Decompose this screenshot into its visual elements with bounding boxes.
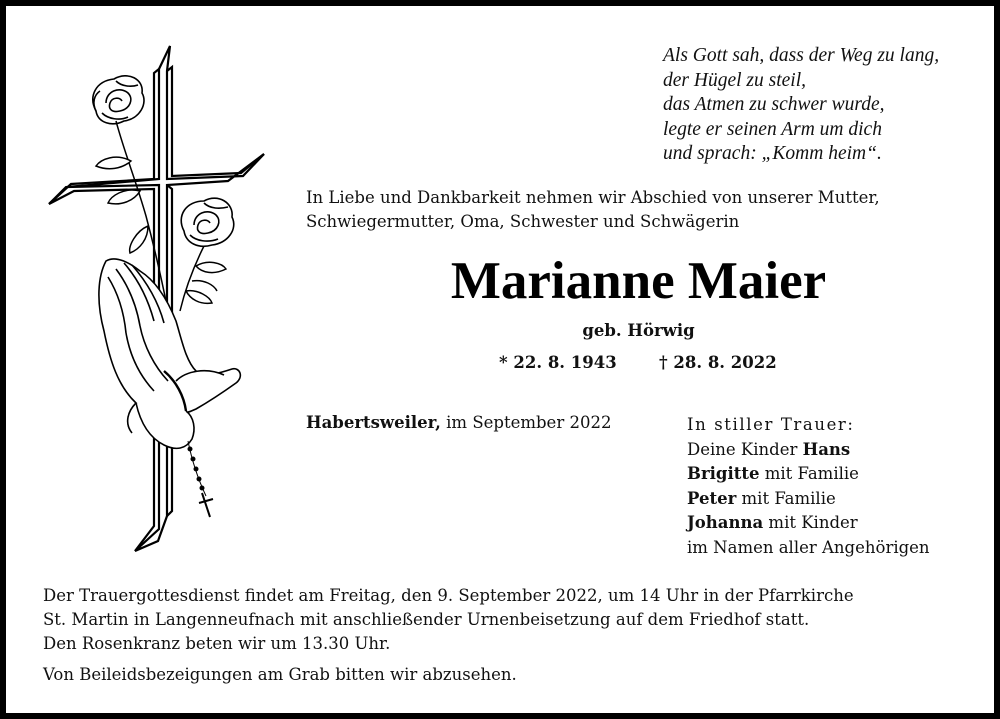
birth-date: * 22. 8. 1943 — [499, 353, 617, 372]
mourner-prefix: Deine Kinder — [687, 439, 803, 459]
birth-name: geb. Hörwig — [582, 321, 695, 340]
mourners-heading: In stiller Trauer: — [687, 415, 855, 434]
poem-line: der Hügel zu steil, — [663, 69, 806, 91]
service-line: Der Trauergottesdienst findet am Freitag, den 9. September 2022, um 14 Uhr in der Pfarrkirche — [43, 586, 854, 605]
mourner-name: Brigitte — [687, 464, 760, 483]
intro-text — [306, 186, 986, 234]
rose-icon — [93, 76, 144, 124]
mourner-name: Hans — [802, 439, 851, 459]
poem-line: das Atmen zu schwer wurde, — [663, 94, 885, 115]
poem-line: und sprach: „Komm heim“. — [663, 143, 882, 164]
poem-line: Als Gott sah, dass der Weg zu lang, — [663, 45, 940, 66]
intro-line: Schwiegermutter, Oma, Schwester und Schwägerin — [306, 212, 740, 231]
service-line: Den Rosenkranz beten wir um 13.30 Uhr. — [43, 634, 391, 653]
deceased-name: Marianne Maier — [450, 252, 827, 310]
mourner-line: im Namen aller Angehörigen — [687, 537, 930, 557]
mourner-line — [687, 487, 987, 512]
service-line: Von Beileidsbezeigungen am Grab bitten wir abzusehen. — [43, 665, 517, 684]
mourner-suffix: mit Kinder — [763, 513, 858, 532]
mourners-block — [687, 413, 987, 560]
mourner-line — [687, 511, 987, 536]
death-date: † 28. 8. 2022 — [659, 353, 777, 372]
rose-icon — [181, 198, 234, 246]
mourner-suffix: mit Familie — [759, 464, 859, 483]
place-date — [306, 412, 611, 434]
mourner-line — [687, 462, 987, 487]
place-name: Habertsweiler, — [306, 413, 441, 432]
mourner-name: Johanna — [687, 513, 764, 532]
service-info — [43, 584, 983, 687]
rosary-icon — [188, 441, 213, 517]
cross-roses-praying-hands-illustration — [36, 41, 271, 561]
poem — [663, 44, 993, 167]
mourner-name: Peter — [687, 488, 737, 508]
praying-hands-icon — [99, 259, 240, 448]
mourner-line — [687, 438, 987, 463]
intro-line: In Liebe und Dankbarkeit nehmen wir Abschied von unserer Mutter, — [306, 188, 880, 207]
service-line: St. Martin in Langenneufnach mit anschließender Urnenbeisetzung auf dem Friedhof statt. — [43, 610, 810, 629]
mourner-suffix: mit Familie — [736, 488, 836, 508]
date-text: im September 2022 — [440, 413, 612, 432]
poem-line: legte er seinen Arm um dich — [663, 118, 882, 140]
